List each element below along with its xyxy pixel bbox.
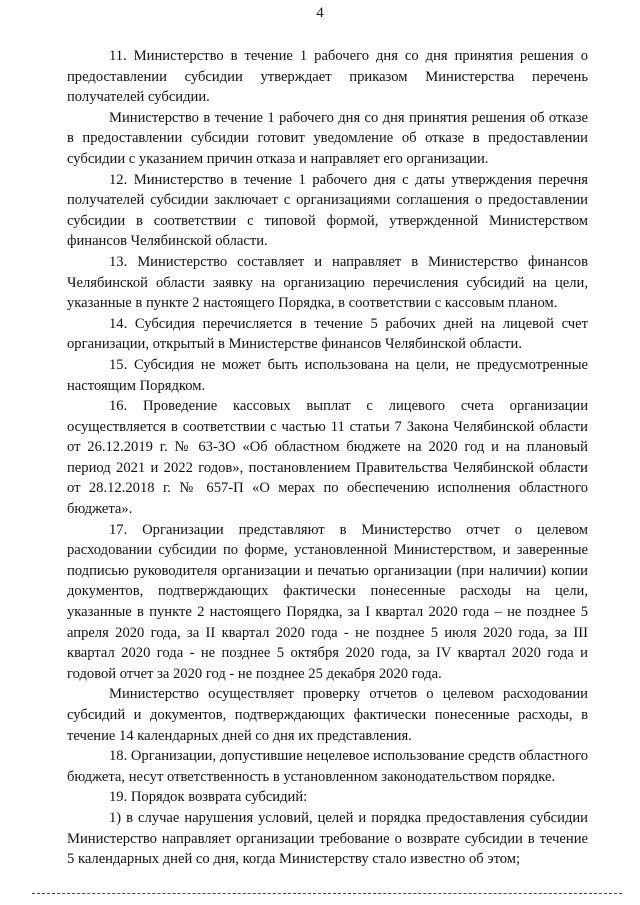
paragraph-11-refusal: Министерство в течение 1 рабочего дня со дня принятия решения об отказе в предоставлении субсидии готовит уведомление об отказе в предоставлении субсидии с указанием причин отказа и направляет его организации. <box>67 109 588 167</box>
paragraph-14: 14. Субсидия перечисляется в течение 5 рабочих дней на лицевой счет организации, открытый в Министерстве финансов Челябинской области. <box>67 315 588 353</box>
paragraph-18: 18. Организации, допустившие нецелевое использование средств областного бюджета, несут ответственность в установленном законодательством порядке. <box>67 748 588 785</box>
paragraph-12: 12. Министерство в течение 1 рабочего дня с даты утверждения перечня получателей субсидии заключает с организациями соглашения о предоставлении субсидии в соответствии с типовой формой, утвержденной Министерством финансов Челябинской области. <box>67 171 588 250</box>
paragraph-19: 19. Порядок возврата субсидий: <box>109 789 308 806</box>
paragraph-17-review: Министерство осуществляет проверку отчетов о целевом расходовании субсидий и документов, подтверждающих фактически понесенные расходы, в течение 14 календарных дней со дня их представления. <box>67 686 588 744</box>
paragraph-13: 13. Министерство составляет и направляет в Министерство финансов Челябинской области заявку на организацию перечисления субсидий на цели, указанные в пункте 2 настоящего Порядка, в соответствии с кассовым планом. <box>67 253 588 312</box>
paragraph-15: 15. Субсидия не может быть использована на цели, не предусмотренные настоящим Порядком. <box>67 356 588 394</box>
page-number: 4 <box>316 5 324 21</box>
paragraph-11: 11. Министерство в течение 1 рабочего дня со дня принятия решения о предоставлении субсидии утверждает приказом Министерства перечень получателей субсидии. <box>67 48 588 106</box>
footer-divider <box>32 893 622 894</box>
paragraph-19-item-1: 1) в случае нарушения условий, целей и порядка предоставления субсидии Министерство направляет организации требование о возврате субсидии в течение 5 календарных дней со дня, когда Министерству стало известно об этом; <box>67 809 588 868</box>
paragraph-16: 16. Проведение кассовых выплат с лицевого счета организации осуществляется в соответствии с частью 11 статьи 7 Закона Челябинской области от 26.12.2019 г. № 63-ЗО «Об областном бюджете на 2020 год и на плановый период 2021 и 2022 годов», постановлением Правительства Челябинской области от 28.12.2018 г. № 657-П «О мерах по обеспечению исполнения областного бюджета». <box>67 398 588 518</box>
document-body <box>67 46 588 870</box>
paragraph-17: 17. Организации представляют в Министерство отчет о целевом расходовании субсидии по форме, установленной Министерством, и заверенные подписью руководителя организации и печатью организации (при наличии) копии документов, подтверждающих фактически понесенные расходы на цели, указанные в пункте 2 настоящего Порядка, за I квартал 2020 года – не позднее 5 апреля 2020 года, за II квартал 2020 года - не позднее 5 июля 2020 года, за III квартал 2020 года - не позднее 5 октября 2020 года, за IV квартал 2020 года и годовой отчет за 2020 год - не позднее 25 декабря 2020 года. <box>67 521 588 682</box>
